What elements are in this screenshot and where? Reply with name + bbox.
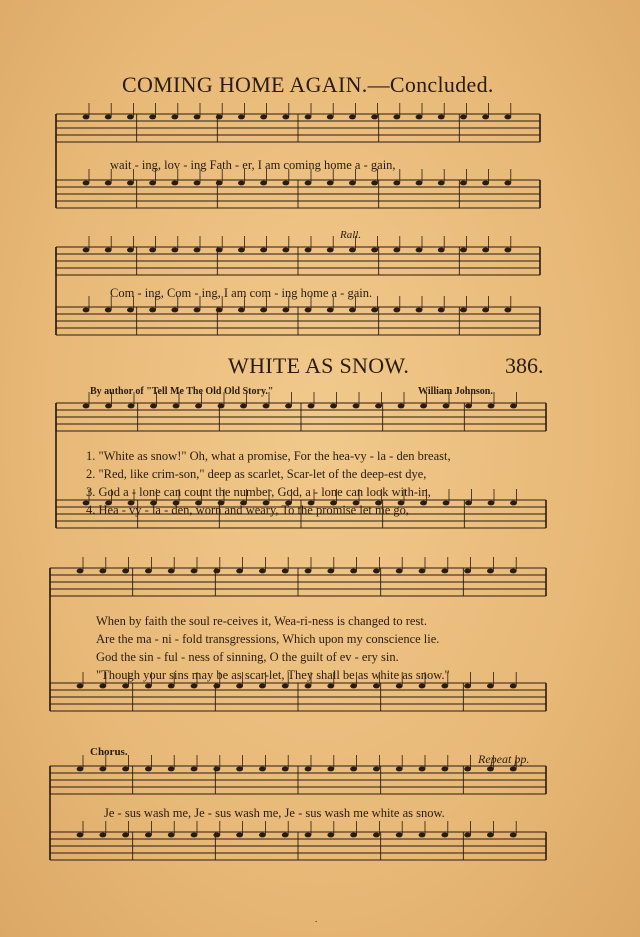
note-head <box>149 248 156 253</box>
note-head <box>420 404 427 409</box>
verse-line: 1. "White as snow!" Oh, what a promise, For the hea-vy - la - den breast, <box>86 449 451 463</box>
note-head <box>416 115 423 120</box>
note-head <box>510 569 517 574</box>
verse-line: 2. "Red, like crim-son," deep as scarlet, Scar-let of the deep-est dye, <box>86 467 427 481</box>
note-head <box>194 308 201 313</box>
note-head <box>105 248 112 253</box>
note-head <box>263 404 270 409</box>
note-head <box>482 181 489 186</box>
note-head <box>213 569 220 574</box>
verse-line: God the sin - ful - ness of sinning, O the guilt of ev - ery sin. <box>96 650 399 664</box>
note-head <box>396 767 403 772</box>
note-head <box>305 684 312 689</box>
note-head <box>282 833 289 838</box>
note-head <box>416 308 423 313</box>
note-head <box>83 404 90 409</box>
note-head <box>504 308 511 313</box>
note-head <box>105 308 112 313</box>
note-head <box>150 404 157 409</box>
hymn-title: WHITE AS SNOW. <box>228 353 410 378</box>
note-head <box>305 181 312 186</box>
note-head <box>236 833 243 838</box>
note-head <box>396 569 403 574</box>
note-head <box>122 569 129 574</box>
note-head <box>282 767 289 772</box>
note-head <box>327 767 334 772</box>
note-head <box>105 404 112 409</box>
note-head <box>305 833 312 838</box>
note-head <box>373 684 380 689</box>
note-head <box>260 308 267 313</box>
note-head <box>105 181 112 186</box>
note-head <box>460 248 467 253</box>
note-head <box>327 308 334 313</box>
note-head <box>191 569 198 574</box>
note-head <box>259 833 266 838</box>
note-head <box>398 404 405 409</box>
lyric-line-1: wait - ing, lov - ing Fath - er, I am coming home a - gain, <box>110 158 396 172</box>
note-head <box>238 248 245 253</box>
verse-line: 3. God a - lone can count the number, God, a - lone can look with-in, <box>86 485 431 499</box>
note-head <box>465 501 472 506</box>
note-head <box>349 181 356 186</box>
note-head <box>443 404 450 409</box>
note-head <box>122 684 129 689</box>
note-head <box>419 833 426 838</box>
note-head <box>149 308 156 313</box>
note-head <box>464 684 471 689</box>
note-head <box>191 684 198 689</box>
note-head <box>122 833 129 838</box>
note-head <box>464 569 471 574</box>
note-head <box>77 684 84 689</box>
composer-credit: William Johnson. <box>418 386 493 397</box>
note-head <box>465 404 472 409</box>
note-head <box>127 181 134 186</box>
note-head <box>194 181 201 186</box>
note-head <box>168 833 175 838</box>
note-head <box>99 569 106 574</box>
note-head <box>213 684 220 689</box>
note-head <box>282 569 289 574</box>
hymn-number: 386. <box>505 353 544 378</box>
note-head <box>77 569 84 574</box>
note-head <box>350 833 357 838</box>
note-head <box>482 115 489 120</box>
note-head <box>83 181 90 186</box>
note-head <box>327 684 334 689</box>
note-head <box>393 248 400 253</box>
note-head <box>168 569 175 574</box>
note-head <box>259 684 266 689</box>
note-head <box>216 181 223 186</box>
note-head <box>216 115 223 120</box>
note-head <box>191 833 198 838</box>
note-head <box>194 115 201 120</box>
repeat-marking: Repeat pp. <box>478 752 530 766</box>
note-head <box>282 248 289 253</box>
note-head <box>441 767 448 772</box>
lyric-line-2: Com - ing, Com - ing, I am com - ing home a - gain. <box>110 286 373 300</box>
note-head <box>510 767 517 772</box>
note-head <box>122 767 129 772</box>
verse-line: Are the ma - ni - fold transgressions, Which upon my conscience lie. <box>96 632 440 646</box>
note-head <box>171 308 178 313</box>
note-head <box>487 569 494 574</box>
note-head <box>349 308 356 313</box>
note-head <box>350 684 357 689</box>
note-head <box>282 684 289 689</box>
note-head <box>393 115 400 120</box>
note-head <box>419 767 426 772</box>
note-head <box>259 767 266 772</box>
note-head <box>464 767 471 772</box>
note-head <box>330 404 337 409</box>
note-head <box>504 181 511 186</box>
note-head <box>460 181 467 186</box>
note-head <box>482 248 489 253</box>
note-head <box>168 684 175 689</box>
note-head <box>236 569 243 574</box>
note-head <box>396 684 403 689</box>
note-head <box>282 308 289 313</box>
note-head <box>238 181 245 186</box>
note-head <box>393 181 400 186</box>
note-head <box>350 569 357 574</box>
note-head <box>236 767 243 772</box>
note-head <box>149 115 156 120</box>
chorus-label: Chorus. <box>90 746 128 758</box>
note-head <box>327 248 334 253</box>
note-head <box>460 115 467 120</box>
note-head <box>327 115 334 120</box>
note-head <box>438 181 445 186</box>
rall-marking: Rall. <box>340 229 362 241</box>
note-head <box>510 833 517 838</box>
note-head <box>83 308 90 313</box>
note-head <box>419 569 426 574</box>
note-head <box>83 115 90 120</box>
note-head <box>416 248 423 253</box>
note-head <box>419 684 426 689</box>
note-head <box>396 833 403 838</box>
note-head <box>460 308 467 313</box>
note-head <box>173 404 180 409</box>
note-head <box>195 404 202 409</box>
footer-mark: . <box>315 914 318 924</box>
note-head <box>149 181 156 186</box>
note-head <box>350 767 357 772</box>
note-head <box>236 684 243 689</box>
note-head <box>373 767 380 772</box>
note-head <box>145 684 152 689</box>
note-head <box>482 308 489 313</box>
note-head <box>238 308 245 313</box>
note-head <box>216 308 223 313</box>
note-head <box>504 248 511 253</box>
note-head <box>487 767 494 772</box>
note-head <box>305 569 312 574</box>
note-head <box>145 833 152 838</box>
note-head <box>349 115 356 120</box>
note-head <box>171 115 178 120</box>
note-head <box>441 684 448 689</box>
note-head <box>216 248 223 253</box>
author-credit: By author of "Tell Me The Old Old Story." <box>90 386 274 397</box>
note-head <box>171 248 178 253</box>
note-head <box>373 569 380 574</box>
note-head <box>99 684 106 689</box>
note-head <box>441 569 448 574</box>
verse-line: "Though your sins may be as scar-let, They shall be as white as snow." <box>96 668 450 682</box>
note-head <box>105 115 112 120</box>
verse-line: 4. Hea - vy - la - den, worn and weary, To the promise let me go, <box>86 503 409 517</box>
note-head <box>213 833 220 838</box>
note-head <box>393 308 400 313</box>
note-head <box>145 767 152 772</box>
note-head <box>285 404 292 409</box>
note-head <box>305 308 312 313</box>
note-head <box>260 115 267 120</box>
note-head <box>464 833 471 838</box>
note-head <box>441 833 448 838</box>
note-head <box>282 115 289 120</box>
note-head <box>327 181 334 186</box>
note-head <box>438 248 445 253</box>
note-head <box>487 833 494 838</box>
note-head <box>128 404 135 409</box>
note-head <box>371 181 378 186</box>
note-head <box>375 404 382 409</box>
chorus-lyric: Je - sus wash me, Je - sus wash me, Je - sus wash me white as snow. <box>104 806 445 820</box>
note-head <box>438 308 445 313</box>
note-head <box>371 248 378 253</box>
note-head <box>438 115 445 120</box>
verses-first-half <box>86 447 451 519</box>
note-head <box>83 248 90 253</box>
note-head <box>260 181 267 186</box>
note-head <box>488 501 495 506</box>
note-head <box>487 684 494 689</box>
note-head <box>259 569 266 574</box>
note-head <box>308 404 315 409</box>
note-head <box>488 404 495 409</box>
note-head <box>77 833 84 838</box>
note-head <box>327 833 334 838</box>
note-head <box>371 308 378 313</box>
note-head <box>353 404 360 409</box>
note-head <box>305 767 312 772</box>
note-head <box>218 404 225 409</box>
note-head <box>194 248 201 253</box>
note-head <box>213 767 220 772</box>
note-head <box>127 115 134 120</box>
note-head <box>510 684 517 689</box>
note-head <box>127 248 134 253</box>
note-head <box>504 115 511 120</box>
note-head <box>510 404 517 409</box>
note-head <box>191 767 198 772</box>
note-head <box>305 248 312 253</box>
note-head <box>416 181 423 186</box>
note-head <box>99 833 106 838</box>
note-head <box>510 501 517 506</box>
note-head <box>260 248 267 253</box>
note-head <box>77 767 84 772</box>
continued-title: COMING HOME AGAIN.—Concluded. <box>122 72 494 97</box>
verse-line: When by faith the soul re-ceives it, Wea-ri-ness is changed to rest. <box>96 614 427 628</box>
note-head <box>127 308 134 313</box>
note-head <box>327 569 334 574</box>
note-head <box>145 569 152 574</box>
note-head <box>99 767 106 772</box>
note-head <box>349 248 356 253</box>
note-head <box>240 404 247 409</box>
note-head <box>371 115 378 120</box>
note-head <box>373 833 380 838</box>
note-head <box>282 181 289 186</box>
note-head <box>171 181 178 186</box>
verses-second-half <box>96 612 450 684</box>
note-head <box>305 115 312 120</box>
note-head <box>238 115 245 120</box>
note-head <box>168 767 175 772</box>
